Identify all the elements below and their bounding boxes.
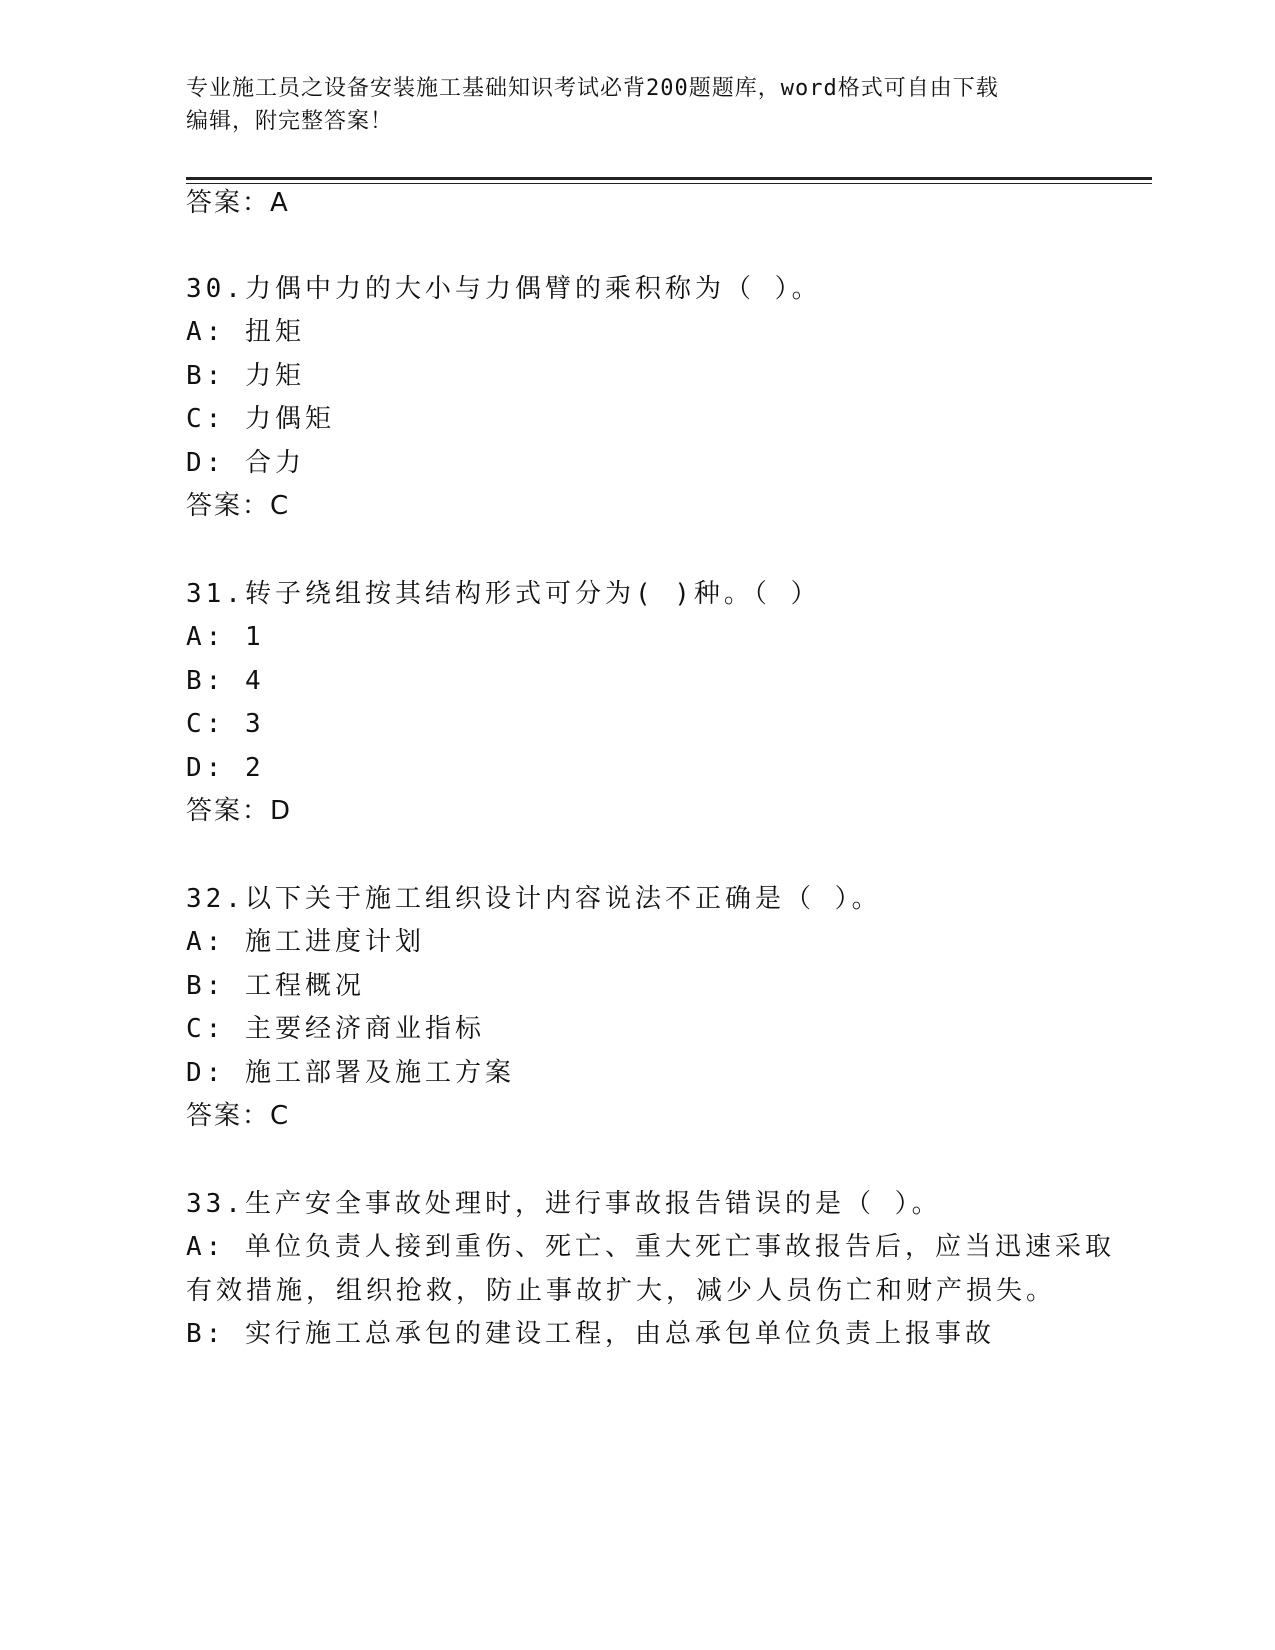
question-30-answer: 答案：C [186, 491, 291, 521]
question-32-answer: 答案：C [186, 1101, 291, 1131]
question-30-option-c: C: 力偶矩 [186, 404, 335, 434]
question-31-option-d: D: 2 [186, 753, 265, 783]
document-header [186, 72, 1066, 138]
question-30-option-a: A: 扭矩 [186, 317, 305, 347]
question-30-stem: 30.力偶中力的大小与力偶臂的乘积称为（ ）。 [186, 274, 822, 304]
question-32-option-c: C: 主要经济商业指标 [186, 1014, 485, 1044]
header-line-1: 专业施工员之设备安装施工基础知识考试必背200题题库，word格式可自由下载 [186, 76, 999, 101]
question-31-stem: 31.转子绕组按其结构形式可分为( )种。（ ） [186, 579, 821, 609]
question-31-answer: 答案：D [186, 796, 293, 826]
question-31-option-c: C: 3 [186, 709, 265, 739]
question-33-option-a-line-1: A: 单位负责人接到重伤、死亡、重大死亡事故报告后，应当迅速采取 [186, 1232, 1115, 1262]
header-rule-thin [186, 183, 1152, 184]
question-33-option-b: B: 实行施工总承包的建设工程，由总承包单位负责上报事故 [186, 1319, 995, 1349]
question-32-option-b: B: 工程概况 [186, 971, 365, 1001]
header-rule-thick [186, 177, 1152, 180]
question-30-option-d: D: 合力 [186, 448, 305, 478]
question-31-option-b: B: 4 [186, 666, 265, 696]
question-32-option-a: A: 施工进度计划 [186, 927, 425, 957]
question-31-option-a: A: 1 [186, 622, 265, 652]
question-30-option-b: B: 力矩 [186, 361, 305, 391]
header-line-2: 编辑，附完整答案！ [186, 109, 394, 134]
previous-answer: 答案：A [186, 188, 290, 218]
question-33-stem: 33.生产安全事故处理时，进行事故报告错误的是（ ）。 [186, 1189, 942, 1219]
question-33-option-a-line-2: 有效措施，组织抢救，防止事故扩大，减少人员伤亡和财产损失。 [186, 1276, 1057, 1306]
question-32-stem: 32.以下关于施工组织设计内容说法不正确是（ ）。 [186, 884, 882, 914]
question-32-option-d: D: 施工部署及施工方案 [186, 1058, 515, 1088]
